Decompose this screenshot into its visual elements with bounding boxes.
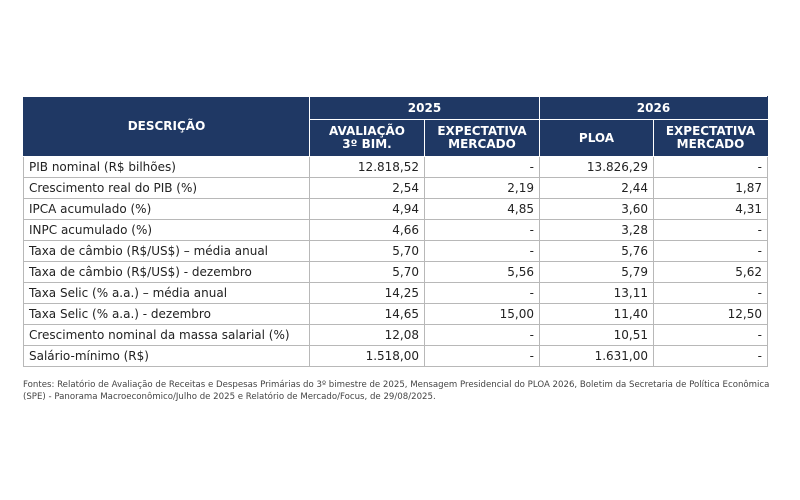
cell-2026-expectativa: 1,87 [654,178,768,199]
cell-2025-expectativa: 5,56 [425,262,540,283]
row-label: PIB nominal (R$ bilhões) [24,157,310,178]
row-label: IPCA acumulado (%) [24,199,310,220]
header-2026-expectativa: EXPECTATIVA MERCADO [654,120,768,157]
cell-2025-avaliacao: 4,94 [310,199,425,220]
cell-2026-expectativa: - [654,157,768,178]
cell-2025-expectativa: - [425,346,540,367]
table-row [24,157,768,178]
cell-2025-expectativa: 4,85 [425,199,540,220]
table-row [24,178,768,199]
table-body [24,157,768,367]
table-row [24,304,768,325]
cell-2025-expectativa: - [425,325,540,346]
cell-2026-ploa: 5,76 [540,241,654,262]
cell-2026-ploa: 2,44 [540,178,654,199]
row-label: INPC acumulado (%) [24,220,310,241]
table-row [24,199,768,220]
cell-2025-avaliacao: 1.518,00 [310,346,425,367]
table-row [24,220,768,241]
sources-footnote: Fontes: Relatório de Avaliação de Receitas e Despesas Primárias do 3º bimestre de 2025, Mensagem Presidencial do PLOA 2026, Boletim da Secretaria de Política Econômica (SPE) - Panorama Macroeconômico/Julho de 2025 e Relatório de Mercado/Focus, de 29/08/2025. [23,380,770,402]
cell-2026-expectativa: 4,31 [654,199,768,220]
cell-2026-ploa: 13.826,29 [540,157,654,178]
table-row [24,346,768,367]
cell-2025-avaliacao: 4,66 [310,220,425,241]
row-label: Taxa de câmbio (R$/US$) - dezembro [24,262,310,283]
cell-2026-expectativa: - [654,283,768,304]
row-label: Taxa Selic (% a.a.) – média anual [24,283,310,304]
cell-2025-expectativa: - [425,283,540,304]
row-label: Crescimento nominal da massa salarial (%) [24,325,310,346]
cell-2025-expectativa: - [425,157,540,178]
cell-2025-avaliacao: 5,70 [310,241,425,262]
header-year-2025: 2025 [310,97,540,120]
cell-2026-expectativa: - [654,346,768,367]
cell-2026-expectativa: - [654,241,768,262]
cell-2026-expectativa: - [654,325,768,346]
row-label: Taxa de câmbio (R$/US$) – média anual [24,241,310,262]
table-row [24,262,768,283]
row-label: Taxa Selic (% a.a.) - dezembro [24,304,310,325]
cell-2026-expectativa: 12,50 [654,304,768,325]
cell-2025-avaliacao: 2,54 [310,178,425,199]
cell-2025-avaliacao: 5,70 [310,262,425,283]
cell-2025-avaliacao: 12.818,52 [310,157,425,178]
macro-parameters-table [23,96,768,367]
macro-parameters-table-container [23,96,767,367]
header-2025-avaliacao: AVALIAÇÃO 3º BIM. [310,120,425,157]
cell-2026-ploa: 11,40 [540,304,654,325]
table-row [24,325,768,346]
header-description: DESCRIÇÃO [24,97,310,157]
cell-2026-ploa: 3,60 [540,199,654,220]
cell-2025-expectativa: - [425,241,540,262]
cell-2026-ploa: 10,51 [540,325,654,346]
row-label: Salário-mínimo (R$) [24,346,310,367]
cell-2026-ploa: 13,11 [540,283,654,304]
cell-2025-avaliacao: 14,65 [310,304,425,325]
table-row [24,241,768,262]
header-2026-ploa: PLOA [540,120,654,157]
cell-2025-expectativa: - [425,220,540,241]
cell-2025-avaliacao: 12,08 [310,325,425,346]
cell-2025-avaliacao: 14,25 [310,283,425,304]
cell-2026-ploa: 5,79 [540,262,654,283]
cell-2025-expectativa: 2,19 [425,178,540,199]
table-header [24,97,768,157]
row-label: Crescimento real do PIB (%) [24,178,310,199]
header-year-2026: 2026 [540,97,768,120]
cell-2026-expectativa: 5,62 [654,262,768,283]
header-2025-expectativa: EXPECTATIVA MERCADO [425,120,540,157]
table-row [24,283,768,304]
cell-2026-expectativa: - [654,220,768,241]
cell-2026-ploa: 3,28 [540,220,654,241]
cell-2026-ploa: 1.631,00 [540,346,654,367]
cell-2025-expectativa: 15,00 [425,304,540,325]
